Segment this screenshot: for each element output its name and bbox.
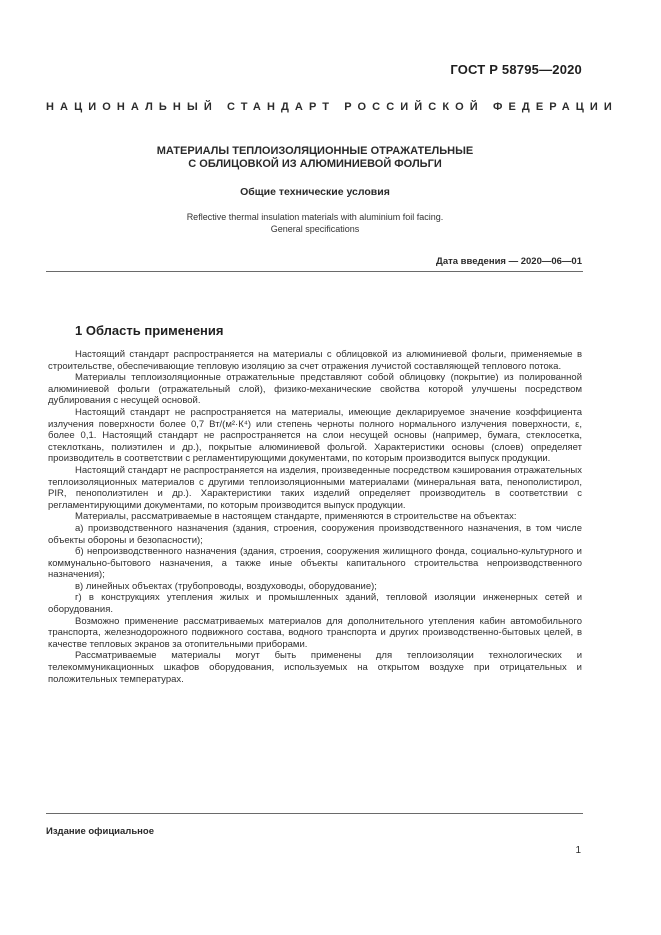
paragraph: Материалы теплоизоляционные отражательные представляют собой облицовку (покрытие) из полированной алюминиевой фольги (отражательный слой), физико-механические свойства которой улучшены посредством дублирования с несущей основой. <box>48 372 582 407</box>
section-body <box>48 349 582 685</box>
national-standard-heading: НАЦИОНАЛЬНЫЙ СТАНДАРТ РОССИЙСКОЙ ФЕДЕРАЦИИ <box>46 101 618 113</box>
section-heading: 1 Область применения <box>75 323 224 338</box>
paragraph: Настоящий стандарт не распространяется на изделия, произведенные посредством кэширования отражательных теплоизоляционных материалов с другими теплоизоляционными материалами (минеральная вата, пенополистирол, PIR, пенополиэтилен и др.). Характеристики таких изделий определяет производитель в соответствии с регламентирующими документами, по которым производится выпуск продукции. <box>48 464 582 511</box>
header-divider <box>46 271 583 272</box>
paragraph: Настоящий стандарт не распространяется на материалы, имеющие декларируемое значение коэффициента излучения поверхности более 0,7 Вт/(м²·К⁴) или степень черноты полного нормального излучения поверхности, ε, более 0,1. Настоящий стандарт не распространяется на слои несущей основы (например, бумага, стеклосетка, стеклоткань, полиэтилен и др.), покрытые алюминиевой фольгой. Характеристики основы (слоев) определяет производитель в соответствии с регламентирующими документами, по которым производится выпуск продукции. <box>48 406 582 465</box>
date-of-introduction: Дата введения — 2020—06—01 <box>436 256 582 267</box>
title-line-2: С ОБЛИЦОВКОЙ ИЗ АЛЮМИНИЕВОЙ ФОЛЬГИ <box>188 158 442 170</box>
page-number: 1 <box>575 845 581 856</box>
official-edition-label: Издание официальное <box>46 826 154 837</box>
list-item: б) непроизводственного назначения (здания, строения, сооружения жилищного фонда, социально-культурного и коммунально-бытового назначения, а также иные объекты капитального строительства непроизводственного назначения); <box>48 546 582 581</box>
list-item: в) линейных объектах (трубопроводы, воздуховоды, оборудование); <box>75 580 377 592</box>
english-title <box>60 211 570 235</box>
paragraph: Рассматриваемые материалы могут быть применены для теплоизоляции технологических и телекоммуникационных шкафов оборудования, используемых на открытом воздухе при отрицательных и положительных температурах. <box>48 650 582 685</box>
list-item: г) в конструкциях утепления жилых и промышленных зданий, тепловой изоляции инженерных сетей и оборудования. <box>48 592 582 616</box>
english-title-line-1: Reflective thermal insulation materials with aluminium foil facing. <box>186 212 444 222</box>
paragraph: Настоящий стандарт распространяется на материалы с облицовкой из алюминиевой фольги, применяемые в строительстве, обеспечивающие тепловую изоляцию за счет отражения лучистой составляющей теплового потока. <box>48 349 582 372</box>
english-title-line-2: General specifications <box>270 224 360 234</box>
footer-divider <box>46 813 583 814</box>
document-title <box>60 145 570 171</box>
document-subtitle: Общие технические условия <box>240 186 390 198</box>
title-line-1: МАТЕРИАЛЫ ТЕПЛОИЗОЛЯЦИОННЫЕ ОТРАЖАТЕЛЬНЫЕ <box>156 145 474 157</box>
paragraph: Материалы, рассматриваемые в настоящем стандарте, применяются в строительстве на объектах: <box>75 511 517 523</box>
standard-number: ГОСТ Р 58795—2020 <box>450 62 582 77</box>
paragraph: Возможно применение рассматриваемых материалов для дополнительного утепления кабин автомобильного транспорта, железнодорожного подвижного состава, водного транспорта и других производственно-бытовых целей, в качестве тепловых экранов за отопительными приборами. <box>48 615 582 650</box>
list-item: а) производственного назначения (здания, строения, сооружения производственного назначения, в том числе объекты обороны и безопасности); <box>48 522 582 546</box>
